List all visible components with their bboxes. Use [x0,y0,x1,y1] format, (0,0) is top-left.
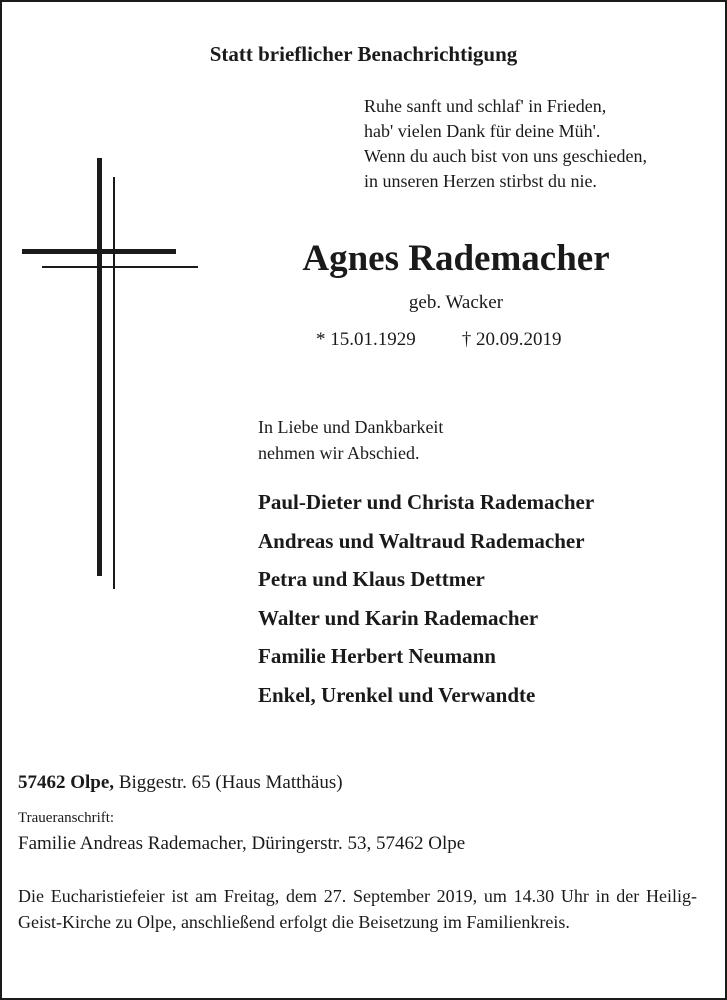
mourner: Enkel, Urenkel und Verwandte [258,682,536,707]
deceased-name: Agnes Rademacher [302,238,610,279]
poem-line: Ruhe sanft und schlaf' in Frieden, [364,96,607,116]
mourners-list [258,483,594,715]
poem-line: hab' vielen Dank für deine Müh'. [364,121,601,141]
intro-line: nehmen wir Abschied. [258,443,420,463]
notice-header: Statt brieflicher Benachrichtigung [209,42,518,66]
cross-vertical-bar [97,158,102,576]
mourner: Paul-Dieter und Christa Rademacher [258,490,595,514]
home-city: 57462 Olpe, [18,772,115,793]
home-address [18,772,343,794]
mourner: Petra und Klaus Dettmer [258,567,485,592]
birth-name: geb. Wacker [408,292,504,313]
mourner: Familie Herbert Neumann [258,644,496,669]
birth-date: * 15.01.1929 [316,329,416,350]
mourning-address: Familie Andreas Rademacher, Düringerstr. 53, 57462 Olpe [18,833,466,854]
farewell-intro [258,414,443,466]
poem-line: in unseren Herzen stirbst du nie. [364,171,597,191]
death-date: † 20.09.2019 [461,329,562,350]
service-notice: Die Eucharistiefeier ist am Freitag, dem 27. September 2019, um 14.30 Uhr in der Heilig-Geist-Kirche zu Olpe, anschließend erfolgt die Beisetzung im Familienkreis. [18,886,697,932]
poem-line: Wenn du auch bist von uns geschieden, [364,146,647,166]
cross-vertical-thin-bar [113,177,115,589]
intro-line: In Liebe und Dankbarkeit [258,417,444,437]
life-dates [316,329,562,351]
poem [364,94,647,194]
mourning-address-label: Traueranschrift: [18,810,115,826]
mourner: Andreas und Waltraud Rademacher [258,528,585,553]
cross-horizontal-bar [22,249,176,254]
cross-horizontal-thin-bar [42,266,198,268]
mourner: Walter und Karin Rademacher [258,605,539,630]
home-street: Biggestr. 65 (Haus Matthäus) [118,772,343,793]
